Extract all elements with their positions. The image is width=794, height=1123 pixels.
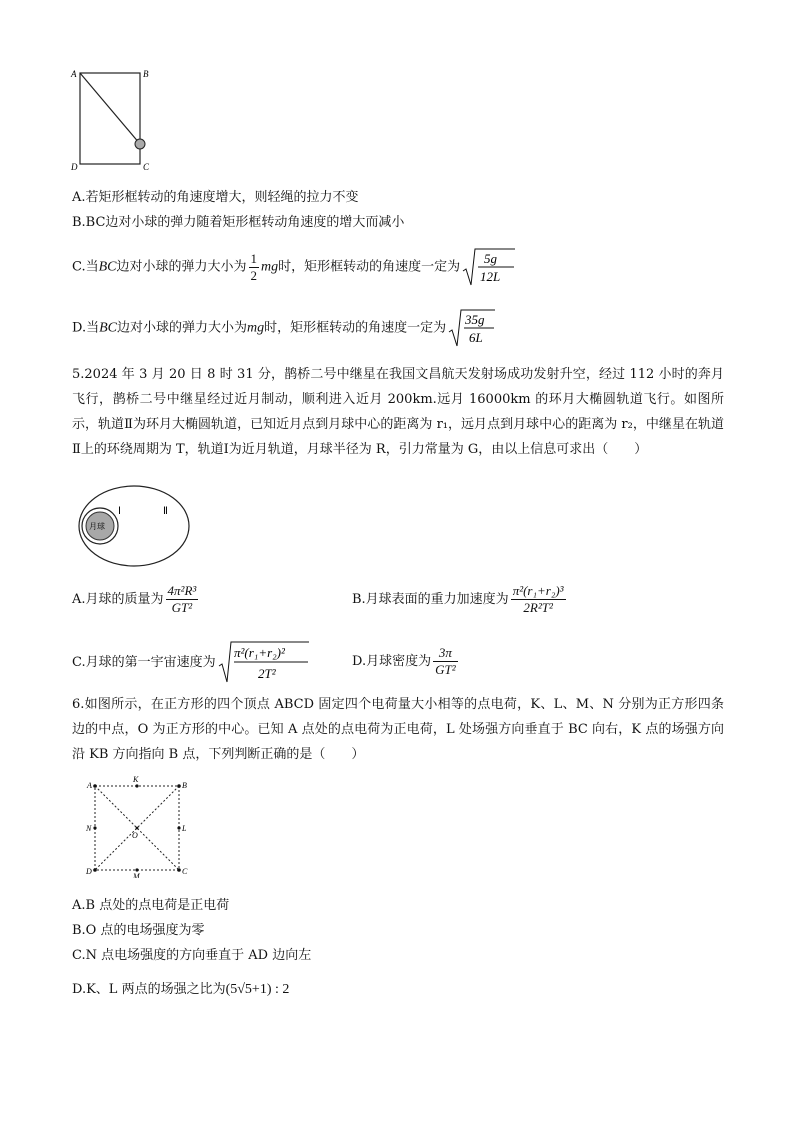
label-m: M xyxy=(133,872,140,878)
light-rope xyxy=(80,73,140,144)
q4-option-a: A.若矩形框转动的角速度增大，则轻绳的拉力不变 xyxy=(72,190,359,205)
q4-option-d: D.当BC边对小球的弹力大小为mg时，矩形框转动的角速度一定为 35g 6L xyxy=(72,306,496,351)
q5-option-c: C.月球的第一宇宙速度为 π²(r₁+r₂)² 2T² xyxy=(72,640,310,685)
svg-text:2T²: 2T² xyxy=(257,666,276,681)
q6-stem: 6.如图所示，在正方形的四个顶点 ABCD 固定四个电荷量大小相等的点电荷，K、L、M、N 分别为正方形四条边的中点，O 为正方形的中心。已知 A 点处的点电荷为正电荷，L 处场强方向垂直于 BC 向右，K 点的场强方向沿 KB 方向指向 B 点，下列判断正确的是（ ） xyxy=(72,697,724,762)
orbit-1-label: Ⅰ xyxy=(118,506,121,517)
fraction-half: $\frac{1}{2}$ xyxy=(250,250,258,283)
label-b: B xyxy=(143,69,149,79)
q6-option-b: B.O 点的电场强度为零 xyxy=(72,923,205,938)
label-n: N xyxy=(86,824,92,833)
q4-option-c: C.当BC边对小球的弹力大小为 $\frac{1}{2}$ mg时，矩形框转动的角速度一定为 5g 12L xyxy=(72,245,516,290)
sqrt-35g-6l xyxy=(448,306,496,350)
label-l: L xyxy=(182,824,187,833)
svg-text:12L: 12L xyxy=(480,268,501,284)
label-a: A xyxy=(71,69,77,79)
q6-option-d: D.K、L 两点的场强之比为(5√5+1) : 2 xyxy=(72,982,290,997)
q6-option-c: C.N 点电场强度的方向垂直于 AD 边向左 xyxy=(72,948,312,963)
ball xyxy=(135,139,145,149)
sqrt-5g-12l xyxy=(462,245,516,289)
square-figure xyxy=(84,774,194,878)
label-d: D xyxy=(71,162,78,172)
label-b: B xyxy=(182,781,187,790)
q5-option-b: B.月球表面的重力加速度为 $\frac{\text{π²(r₁+r₂)³}}{\text{2R²T²}}$ xyxy=(352,583,564,615)
svg-text:35g: 35g xyxy=(465,311,485,327)
svg-text:6L: 6L xyxy=(469,329,483,345)
label-a: A xyxy=(87,781,92,790)
svg-text:π²(r₁+r₂)²: π²(r₁+r₂)² xyxy=(233,645,285,660)
frame-rectangle xyxy=(80,73,140,164)
label-c: C xyxy=(143,162,150,172)
svg-text:5g: 5g xyxy=(484,250,498,266)
orbit-figure xyxy=(76,484,196,570)
label-k: K xyxy=(133,775,139,784)
frame-figure xyxy=(68,66,158,176)
q5-option-a: A.月球的质量为 $\frac{\text{4π²R³}}{\text{GT²}}$ xyxy=(72,583,197,615)
orbit-2-label: Ⅱ xyxy=(163,506,168,517)
q5-option-d: D.月球密度为 $\frac{3\pi}{\text{GT²}}$ xyxy=(352,645,456,677)
label-d: D xyxy=(86,867,92,876)
q4-option-b: B.BC边对小球的弹力随着矩形框转动角速度的增大而减小 xyxy=(72,215,405,230)
label-c: C xyxy=(182,867,188,876)
moon-label: 月球 xyxy=(89,522,105,531)
q6-option-a: A.B 点处的点电荷是正电荷 xyxy=(72,898,230,913)
q5-stem: 5.2024 年 3 月 20 日 8 时 31 分，鹊桥二号中继星在我国文昌航天发射场成功发射升空，经过 112 小时的奔月飞行，鹊桥二号中继星经过近月制动，顺利进入近月 200km.远月 16000km 的环月大椭圆轨道飞行。如图所示，轨道Ⅱ为环月大椭圆轨道，已知近月点到月球中心的距离为 r₁，远月点到月球中心的距离为 r₂，中继星在轨道Ⅱ上的环绕周期为 T，轨道Ⅰ为近月轨道，月球半径为 R，引力常量为 G，由以上信息可求出（ ） xyxy=(72,367,724,457)
label-o: O xyxy=(132,831,138,840)
